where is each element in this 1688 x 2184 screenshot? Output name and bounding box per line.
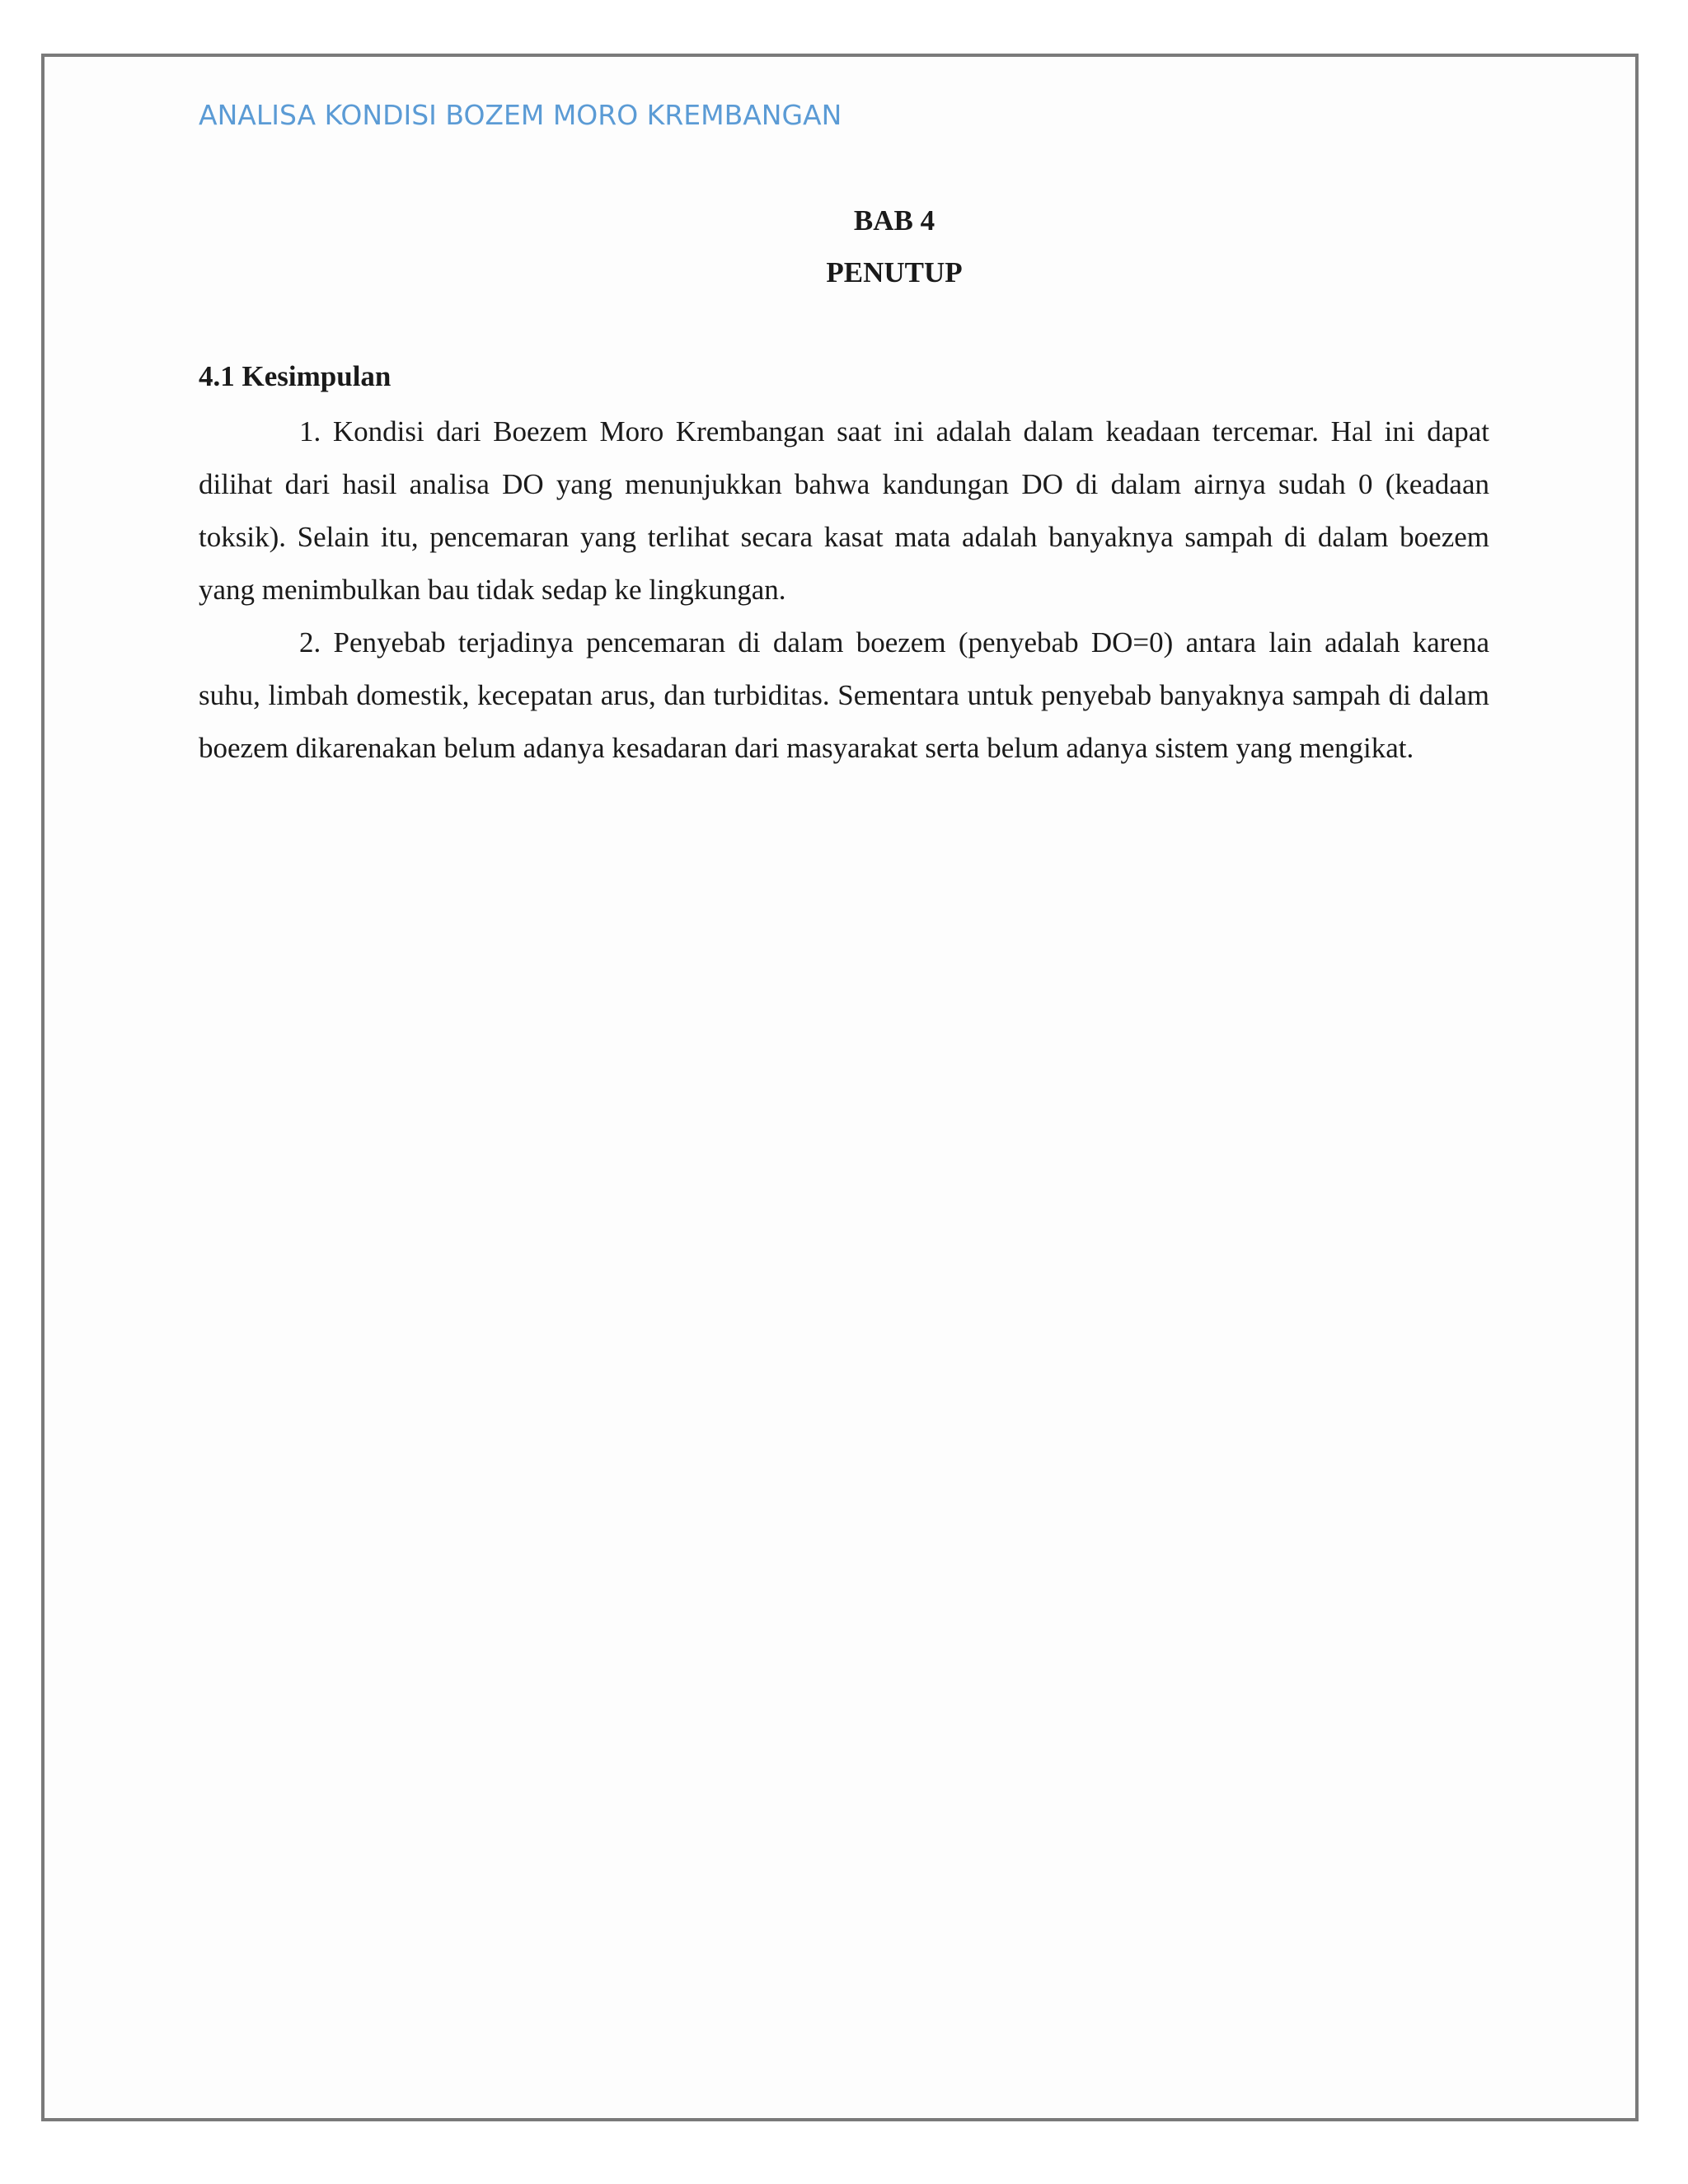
section-heading: 4.1 Kesimpulan <box>199 360 392 392</box>
chapter-number: BAB 4 <box>853 204 935 237</box>
chapter-title: PENUTUP <box>826 256 963 288</box>
section-content <box>199 405 1489 775</box>
conclusion-paragraph-2: 2. Penyebab terjadinya pencemaran di dalam boezem (penyebab DO=0) antara lain adalah karena suhu, limbah domestik, kecepatan arus, dan turbiditas. Sementara untuk penyebab banyaknya sampah di dalam boezem dikarenakan belum adanya kesadaran dari masyarakat serta belum adanya sistem yang mengikat. <box>199 626 1489 764</box>
conclusion-paragraph-1: 1. Kondisi dari Boezem Moro Krembangan saat ini adalah dalam keadaan tercemar. Hal ini dapat dilihat dari hasil analisa DO yang menunjukkan bahwa kandungan DO di dalam airnya sudah 0 (keadaan toksik). Selain itu, pencemaran yang terlihat secara kasat mata adalah banyaknya sampah di dalam boezem yang menimbulkan bau tidak sedap ke lingkungan. <box>199 415 1489 606</box>
running-header: ANALISA KONDISI BOZEM MORO KREMBANGAN <box>199 99 842 131</box>
